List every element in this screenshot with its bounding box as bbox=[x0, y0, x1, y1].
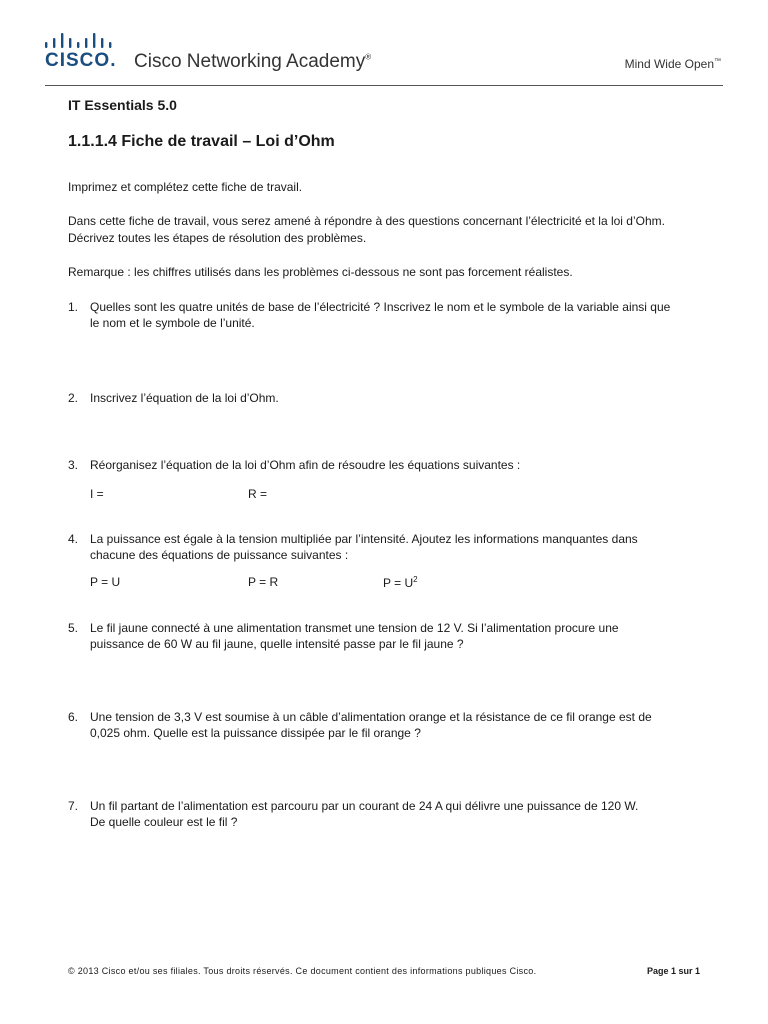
intro-paragraph-1: Imprimez et complétez cette fiche de travail. bbox=[68, 180, 303, 194]
tagline: Mind Wide Open™ bbox=[624, 57, 721, 71]
header-divider bbox=[45, 85, 723, 86]
page-title: 1.1.1.4 Fiche de travail – Loi d’Ohm bbox=[68, 133, 335, 150]
question-2: 2. Inscrivez l’équation de la loi d’Ohm. bbox=[68, 391, 279, 405]
question-5: 5. Le fil jaune connecté à une alimentation transmet une tension de 12 V. Si l’alimentation procure une puissance de 60 W au fil jaune, quelle intensité passe par le fil jaune ? bbox=[68, 621, 619, 651]
question-1: 1. Quelles sont les quatre unités de base de l’électricité ? Inscrivez le nom et le symbole de la variable ainsi que le nom et le symbole de l’unité. bbox=[68, 300, 671, 330]
intro-paragraph-2: Dans cette fiche de travail, vous serez amené à répondre à des questions concernant l’électricité et la loi d’Ohm. Décrivez toutes les étapes de résolution des problèmes. bbox=[68, 214, 665, 245]
page-number: Page 1 sur 1 bbox=[646, 966, 700, 976]
equation-p-u: P = U bbox=[90, 575, 121, 589]
question-7: 7. Un fil partant de l’alimentation est parcouru par un courant de 24 A qui délivre une puissance de 120 W. De quelle couleur est le fil ? bbox=[68, 799, 639, 829]
equation-i: I = bbox=[90, 487, 104, 501]
equation-p-u-squared: $P = U^2$ bbox=[383, 575, 418, 590]
academy-name: Cisco Networking Academy® bbox=[134, 51, 372, 72]
question-3: 3. Réorganisez l’équation de la loi d’Ohm afin de résoudre les équations suivantes : bbox=[68, 458, 521, 472]
equation-r: R = bbox=[248, 487, 268, 501]
course-title: IT Essentials 5.0 bbox=[68, 97, 177, 113]
equation-p-r: P = R bbox=[248, 575, 279, 589]
cisco-logo-bars-icon bbox=[44, 32, 114, 52]
footer-copyright: © 2013 Cisco et/ou ses filiales. Tous droits réservés. Ce document contient des informations publiques Cisco. bbox=[68, 966, 537, 976]
question-6: 6. Une tension de 3,3 V est soumise à un câble d’alimentation orange et la résistance de ce fil orange est de 0,025 ohm. Quelle est la puissance dissipée par le fil orange ? bbox=[68, 710, 652, 740]
cisco-logo-word: CISCO. bbox=[45, 50, 117, 71]
question-4: 4. La puissance est égale à la tension multipliée par l’intensité. Ajoutez les informations manquantes dans chacune des équations de puissance suivantes : bbox=[68, 532, 638, 562]
remark-paragraph: Remarque : les chiffres utilisés dans les problèmes ci-dessous ne sont pas forcement réalistes. bbox=[68, 265, 573, 279]
